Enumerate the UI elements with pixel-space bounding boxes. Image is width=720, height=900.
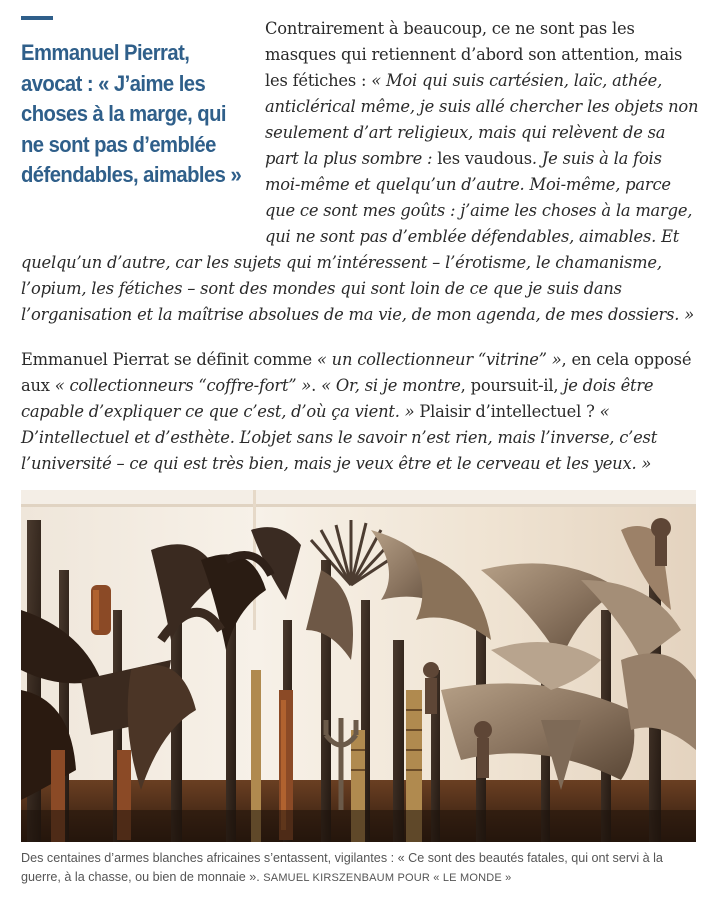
paragraph2-text-5: Plaisir d’intellectuel ? bbox=[414, 402, 600, 421]
paragraph2-text-3: . bbox=[311, 376, 322, 395]
photo-credit: SAMUEL KIRSZENBAUM POUR « LE MONDE » bbox=[263, 872, 512, 884]
paragraph2-text-2: , en cela opposé aux bbox=[21, 350, 692, 395]
paragraph1-quote: « Moi qui suis cartésien, laïc, athée, anticlérical même, je suis allé chercher les objets non seulement d’art religieux, mais qui relèvent de sa part la plus sombre : bbox=[265, 71, 699, 168]
pull-quote bbox=[21, 16, 243, 191]
paragraph1-text-vaudous: les vaudous bbox=[437, 149, 532, 168]
paragraph2-quote-1: « un collectionneur “vitrine” » bbox=[316, 350, 562, 369]
paragraph2-quote-5: « D’intellectuel et d’esthète. L’objet sans le savoir n’est rien, mais l’inverse, c’est l’université – ce qui est très bien, mais je veux être et le cerveau et les yeux. » bbox=[21, 402, 658, 473]
paragraph2-text-1: Emmanuel Pierrat se définit comme bbox=[21, 350, 317, 369]
weapons-collection-image bbox=[21, 490, 696, 842]
article-photo bbox=[21, 490, 696, 842]
pull-quote-rule bbox=[21, 16, 53, 20]
paragraph2-quote-3: « Or, si je montre bbox=[321, 376, 461, 395]
paragraph1-text: Contrairement à beaucoup, ce ne sont pas les masques qui retiennent d’abord son attention, mais les fétiches : bbox=[265, 19, 683, 90]
paragraph1-quote-end: . Je suis à la fois moi-même et quelqu’un d’autre. Moi-même, parce que ce sont mes goûts : j’aime les choses à la marge, qui ne sont pas d’emblée défendables, aimables. Et quelqu’un d’autre, car les sujets qui m’intéressent – l’érotisme, le chamanisme, l’opium, les fétiches – sont des mondes qui sont loin de ce que je suis dans l’organisation et la maîtrise absolues de ma vie, de mon agenda, de mes dossiers. » bbox=[21, 149, 694, 324]
pull-quote-text: Emmanuel Pierrat, avocat : « J’aime les choses à la marge, qui ne sont pas d’emblée défendables, aimables » bbox=[21, 40, 242, 187]
paragraph2-quote-4: je dois être capable d’expliquer ce que c’est, d’où ça vient. » bbox=[21, 376, 654, 421]
caption-text: Des centaines d’armes blanches africaines s’entassent, vigilantes : « Ce sont des beautés fatales, qui ont servi à la guerre, à la chasse, ou bien de monnaie ». bbox=[21, 851, 663, 884]
paragraph2-quote-2: « collectionneurs “coffre-fort” » bbox=[54, 376, 312, 395]
paragraph-collectionneur bbox=[21, 347, 699, 477]
photo-caption bbox=[21, 849, 701, 888]
paragraph2-text-4: , poursuit-il, bbox=[460, 376, 564, 395]
